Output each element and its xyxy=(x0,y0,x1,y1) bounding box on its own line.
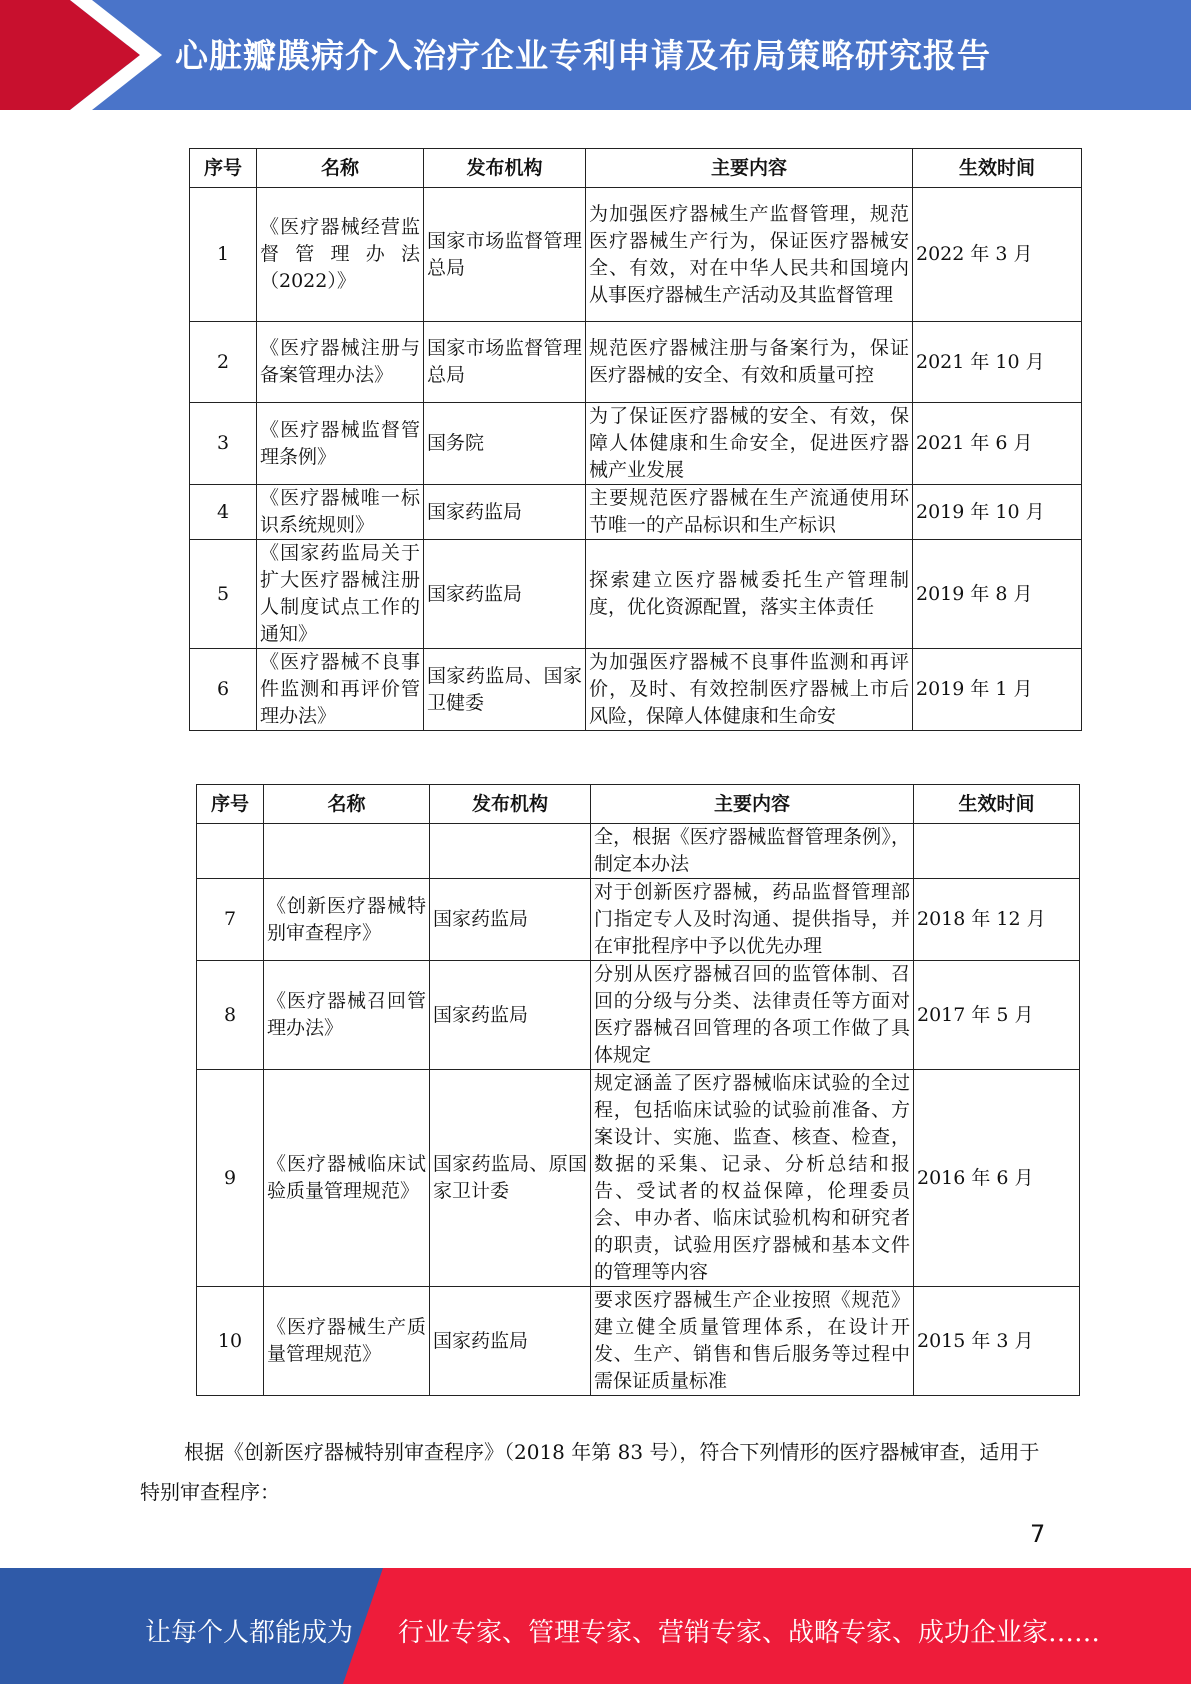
row-content: 对于创新医疗器械，药品监督管理部门指定专人及时沟通、提供指导，并在审批程序中予以优先办理 xyxy=(591,879,914,961)
table-header-row xyxy=(190,149,1082,188)
row-date: 2021 年 6 月 xyxy=(913,403,1082,485)
table-row xyxy=(190,649,1082,731)
row-org: 国家药监局 xyxy=(424,485,586,540)
row-org: 国家药监局 xyxy=(424,540,586,649)
row-content: 为加强医疗器械不良事件监测和再评价，及时、有效控制医疗器械上市后风险，保障人体健康和生命安 xyxy=(586,649,913,731)
col-header-org: 发布机构 xyxy=(424,149,586,188)
col-header-num: 序号 xyxy=(190,149,257,188)
col-header-num: 序号 xyxy=(197,785,264,824)
row-org: 国家药监局 xyxy=(430,961,591,1070)
row-name xyxy=(264,824,430,879)
row-name: 《医疗器械生产质量管理规范》 xyxy=(264,1287,430,1396)
report-title: 心脏瓣膜病介入治疗企业专利申请及布局策略研究报告 xyxy=(175,36,991,75)
table-row xyxy=(197,879,1080,961)
row-content: 规范医疗器械注册与备案行为，保证医疗器械的安全、有效和质量可控 xyxy=(586,322,913,403)
row-date: 2017 年 5 月 xyxy=(914,961,1080,1070)
row-content: 为了保证医疗器械的安全、有效，保障人体健康和生命安全，促进医疗器械产业发展 xyxy=(586,403,913,485)
col-header-content: 主要内容 xyxy=(591,785,914,824)
row-num: 3 xyxy=(190,403,257,485)
row-content: 分别从医疗器械召回的监管体制、召回的分级与分类、法律责任等方面对医疗器械召回管理的各项工作做了具体规定 xyxy=(591,961,914,1070)
table-row xyxy=(197,1287,1080,1396)
col-header-name: 名称 xyxy=(257,149,424,188)
row-name: 《医疗器械经营监督管理办法（2022）》 xyxy=(257,188,424,322)
row-num: 7 xyxy=(197,879,264,961)
table-row xyxy=(190,540,1082,649)
table-row xyxy=(197,1070,1080,1287)
row-name: 《医疗器械监督管理条例》 xyxy=(257,403,424,485)
row-date: 2019 年 8 月 xyxy=(913,540,1082,649)
row-name: 《创新医疗器械特别审查程序》 xyxy=(264,879,430,961)
col-header-content: 主要内容 xyxy=(586,149,913,188)
regulation-table-1 xyxy=(189,148,1082,731)
header-chevron-icon xyxy=(0,0,190,110)
table-row xyxy=(190,485,1082,540)
row-content: 要求医疗器械生产企业按照《规范》建立健全质量管理体系，在设计开发、生产、销售和售后服务等过程中需保证质量标准 xyxy=(591,1287,914,1396)
col-header-org: 发布机构 xyxy=(430,785,591,824)
table-header-row xyxy=(197,785,1080,824)
table-row xyxy=(197,961,1080,1070)
row-org: 国家市场监督管理总局 xyxy=(424,188,586,322)
row-name: 《医疗器械临床试验质量管理规范》 xyxy=(264,1070,430,1287)
row-name: 《医疗器械注册与备案管理办法》 xyxy=(257,322,424,403)
row-num: 4 xyxy=(190,485,257,540)
row-content: 主要规范医疗器械在生产流通使用环节唯一的产品标识和生产标识 xyxy=(586,485,913,540)
row-num: 2 xyxy=(190,322,257,403)
row-content: 规定涵盖了医疗器械临床试验的全过程，包括临床试验的试验前准备、方案设计、实施、监查、核查、检查，数据的采集、记录、分析总结和报告、受试者的权益保障，伦理委员会、申办者、临床试验机构和研究者的职责，试验用医疗器械和基本文件的管理等内容 xyxy=(591,1070,914,1287)
footer-slogan-left: 让每个人都能成为 xyxy=(145,1618,354,1648)
row-name: 《医疗器械不良事件监测和再评价管理办法》 xyxy=(257,649,424,731)
table-row xyxy=(190,322,1082,403)
page-number: 7 xyxy=(1030,1520,1046,1548)
col-header-date: 生效时间 xyxy=(914,785,1080,824)
page-footer xyxy=(0,1568,1191,1684)
table-row xyxy=(197,824,1080,879)
row-org xyxy=(430,824,591,879)
row-org: 国家药监局、原国家卫计委 xyxy=(430,1070,591,1287)
row-content: 全，根据《医疗器械监督管理条例》，制定本办法 xyxy=(591,824,914,879)
table-row xyxy=(190,188,1082,322)
table-row xyxy=(190,403,1082,485)
row-num: 8 xyxy=(197,961,264,1070)
row-org: 国家药监局、国家卫健委 xyxy=(424,649,586,731)
row-date: 2019 年 1 月 xyxy=(913,649,1082,731)
row-num xyxy=(197,824,264,879)
row-num: 5 xyxy=(190,540,257,649)
row-name: 《国家药监局关于扩大医疗器械注册人制度试点工作的通知》 xyxy=(257,540,424,649)
col-header-name: 名称 xyxy=(264,785,430,824)
row-date: 2022 年 3 月 xyxy=(913,188,1082,322)
row-name: 《医疗器械唯一标识系统规则》 xyxy=(257,485,424,540)
row-date: 2018 年 12 月 xyxy=(914,879,1080,961)
row-name: 《医疗器械召回管理办法》 xyxy=(264,961,430,1070)
row-org: 国家市场监督管理总局 xyxy=(424,322,586,403)
col-header-date: 生效时间 xyxy=(913,149,1082,188)
row-date: 2015 年 3 月 xyxy=(914,1287,1080,1396)
row-org: 国家药监局 xyxy=(430,1287,591,1396)
row-date xyxy=(914,824,1080,879)
row-org: 国家药监局 xyxy=(430,879,591,961)
body-paragraph: 根据《创新医疗器械特别审查程序》（2018 年第 83 号），符合下列情形的医疗器械审查，适用于特别审查程序： xyxy=(140,1440,1040,1504)
row-num: 1 xyxy=(190,188,257,322)
row-content: 探索建立医疗器械委托生产管理制度，优化资源配置，落实主体责任 xyxy=(586,540,913,649)
row-num: 9 xyxy=(197,1070,264,1287)
page-header xyxy=(0,0,1191,110)
row-content: 为加强医疗器械生产监督管理，规范医疗器械生产行为，保证医疗器械安全、有效，对在中华人民共和国境内从事医疗器械生产活动及其监督管理 xyxy=(586,188,913,322)
row-date: 2021 年 10 月 xyxy=(913,322,1082,403)
row-org: 国务院 xyxy=(424,403,586,485)
row-date: 2019 年 10 月 xyxy=(913,485,1082,540)
regulation-table-2 xyxy=(196,784,1080,1396)
footer-slogan-right: 行业专家、管理专家、营销专家、战略专家、成功企业家…… xyxy=(398,1618,1101,1648)
row-num: 6 xyxy=(190,649,257,731)
row-num: 10 xyxy=(197,1287,264,1396)
row-date: 2016 年 6 月 xyxy=(914,1070,1080,1287)
